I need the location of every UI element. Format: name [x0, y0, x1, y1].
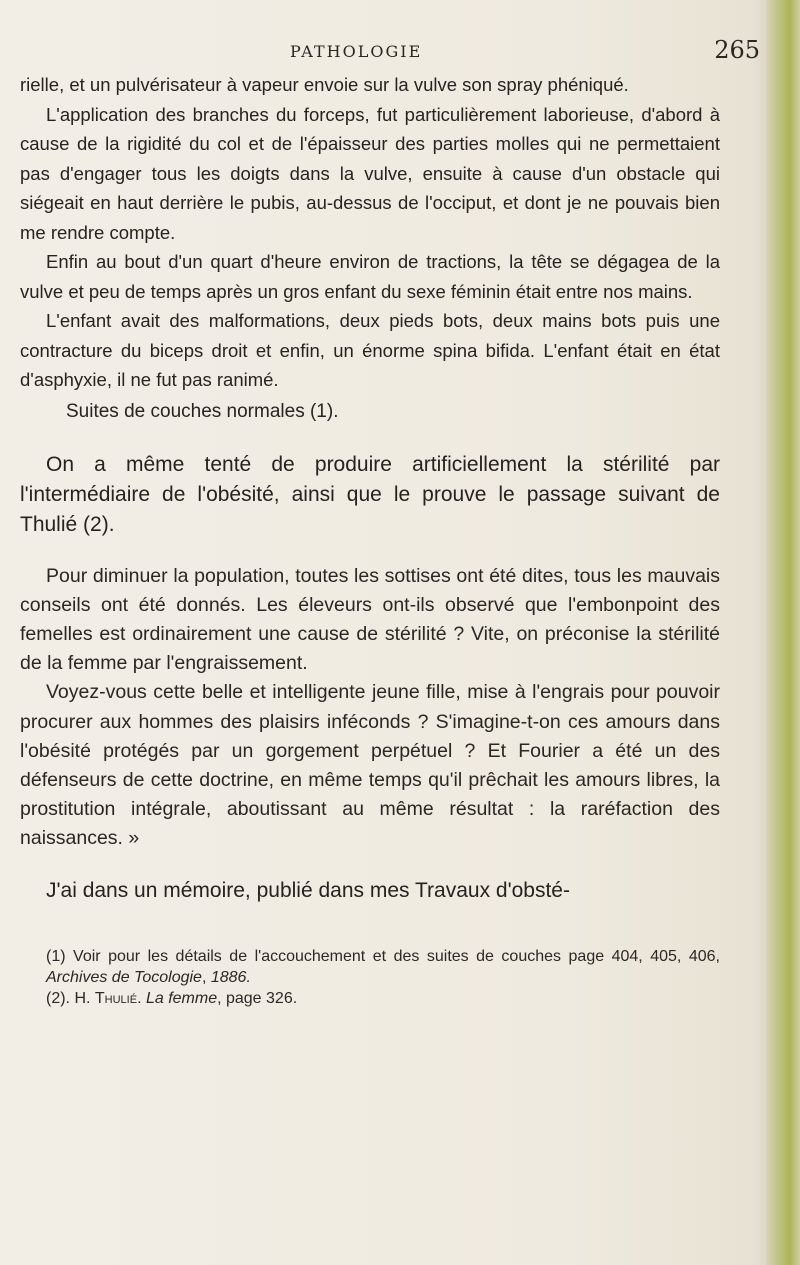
- paragraph-obesite: On a même tenté de produire artificiellement la stérilité par l'intermédiaire de l'obésité, ainsi que le prouve le passage suivant de Thulié (2).: [20, 452, 720, 536]
- quotation-paragraph-1: Pour diminuer la population, toutes les sottises ont été dites, tous les mauvais conseils ont été donnés. Les éleveurs ont-ils observé que l'embonpoint des femelles est ordinairement une cause de stérilité ? Vite, on préconise la stérilité de la femme par l'engraissement.: [20, 564, 720, 675]
- footnotes: [20, 946, 720, 1009]
- footnote-1-sep: ,: [201, 968, 211, 986]
- page-header: [60, 36, 760, 72]
- footnote-2: [20, 988, 720, 1009]
- footnote-2-title: La femme: [145, 989, 218, 1007]
- footnote-2-author: Thulié: [94, 989, 138, 1007]
- running-head: PATHOLOGIE: [290, 42, 423, 61]
- page-content: [20, 70, 720, 1009]
- quotation-paragraph-2: Voyez-vous cette belle et intelligente jeune fille, mise à l'engrais pour pouvoir procurer aux hommes des plaisirs inféconds ? S'imagine-t-on ces amours dans l'obésité protégés par un gorgement perpétuel ? Et Fourier a été un des défenseurs de cette doctrine, en même temps qu'il prêchait les amours libres, la prostitution intégrale, aboutissant au même résultat : la raréfaction des naissances. »: [20, 681, 720, 850]
- book-spine-edge: [766, 0, 800, 1265]
- quotation-thulie: [20, 562, 720, 854]
- observation-block: [20, 70, 720, 426]
- observation-line-1: rielle, et un pulvérisateur à vapeur envoie sur la vulve son spray phéniqué.: [20, 74, 629, 95]
- footnote-1-year: 1886.: [210, 968, 251, 986]
- main-text-continued: [20, 876, 720, 906]
- footnote-1: [20, 946, 720, 988]
- footnote-1-text: (1) Voir pour les détails de l'accouchement et des suites de couches page 404, 405, 406,: [46, 947, 720, 965]
- paragraph-memoire: J'ai dans un mémoire, publié dans mes Travaux d'obsté-: [46, 878, 570, 902]
- observation-suites: Suites de couches normales (1).: [66, 400, 339, 422]
- main-text: [20, 450, 720, 540]
- observation-paragraph-extraction: Enfin au bout d'un quart d'heure environ de tractions, la tête se dégagea de la vulve et peu de temps après un gros enfant du sexe féminin était entre nos mains.: [20, 251, 720, 302]
- observation-paragraph-malformations: L'enfant avait des malformations, deux pieds bots, deux mains bots puis une contracture du biceps droit et enfin, un énorme spina bifida. L'enfant était en état d'asphyxie, il ne fut pas ranimé.: [20, 310, 720, 390]
- page-number: 265: [714, 36, 760, 64]
- footnote-2-page: , page 326.: [217, 989, 298, 1007]
- observation-paragraph-forceps: L'application des branches du forceps, fut particulièrement laborieuse, d'abord à cause de la rigidité du col et de l'épaisseur des parties molles qui ne permettaient pas d'engager tous les doigts dans la vulve, ensuite à cause d'un obstacle qui siégeait en haut derrière le pubis, au-dessus de l'occiput, et dont je ne pouvais bien me rendre compte.: [20, 103, 720, 243]
- footnote-2-prefix: (2). H.: [46, 989, 95, 1007]
- footnote-2-sep: .: [137, 989, 146, 1007]
- footnote-1-journal: Archives de Tocologie: [46, 968, 202, 986]
